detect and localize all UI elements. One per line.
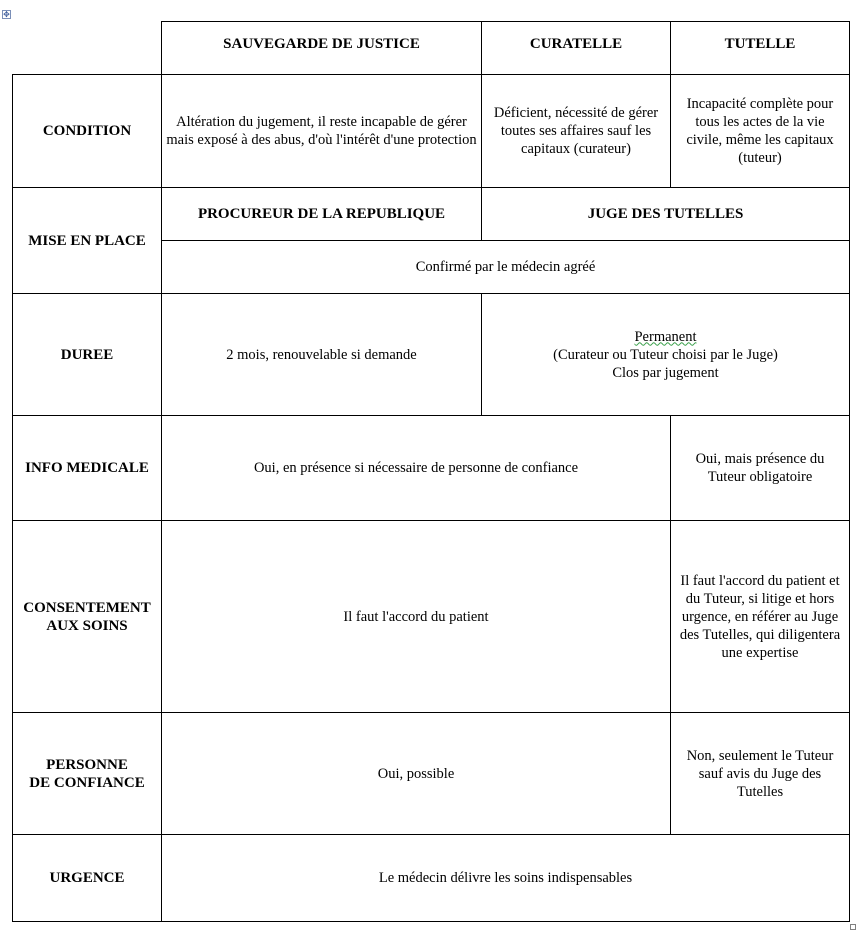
personne-label-line2: DE CONFIANCE (29, 774, 145, 791)
condition-tutelle: Incapacité complète pour tous les actes de la vie civile, même les capitaux (tuteur) (686, 96, 834, 166)
consentement-label-line2: AUX SOINS (46, 617, 128, 634)
personne-confiance-sauvegarde-curatelle: Oui, possible (377, 765, 455, 782)
duree-clos: Clos par jugement (612, 364, 719, 381)
row-label-info-medicale: INFO MEDICALE (25, 460, 149, 476)
table-resize-handle-icon[interactable] (850, 924, 856, 930)
mise-en-place-curatelle-tutelle: JUGE DES TUTELLES (587, 206, 744, 222)
row-label-condition: CONDITION (42, 123, 132, 139)
header-sauvegarde: SAUVEGARDE DE JUSTICE (223, 36, 420, 52)
header-tutelle: TUTELLE (724, 36, 796, 52)
row-label-consentement (13, 521, 161, 712)
condition-sauvegarde: Altération du jugement, il reste incapable de gérer mais exposé à des abus, d'où l'intérêt d'une protection (166, 114, 477, 148)
personne-confiance-tutelle: Non, seulement le Tuteur sauf avis du Juge des Tutelles (686, 747, 834, 800)
duree-curatelle-tutelle (482, 294, 849, 415)
header-curatelle: CURATELLE (529, 36, 623, 52)
duree-sauvegarde: 2 mois, renouvelable si demande (226, 346, 417, 363)
table-move-handle-icon[interactable]: ✥ (3, 9, 10, 19)
row-label-urgence: URGENCE (49, 870, 125, 886)
condition-curatelle: Déficient, nécessité de gérer toutes ses affaires sauf les capitaux (curateur) (493, 105, 659, 157)
consentement-sauvegarde-curatelle: Il faut l'accord du patient (343, 608, 489, 625)
consentement-tutelle: Il faut l'accord du patient et du Tuteur, si litige et hors urgence, en référer au Juge des Tutelles, qui diligentera une expertise (679, 572, 841, 661)
duree-permanent: Permanent (634, 328, 697, 345)
personne-label-line1: PERSONNE (46, 756, 128, 773)
info-medicale-tutelle: Oui, mais présence du Tuteur obligatoire (695, 451, 825, 485)
row-label-duree: DUREE (60, 346, 114, 363)
row-label-personne-confiance (13, 713, 161, 834)
mise-en-place-confirmation: Confirmé par le médecin agréé (415, 259, 596, 275)
info-medicale-sauvegarde-curatelle: Oui, en présence si nécessaire de personne de confiance (253, 460, 579, 476)
mise-en-place-sauvegarde: PROCUREUR DE LA REPUBLIQUE (197, 206, 446, 222)
urgence-all: Le médecin délivre les soins indispensables (378, 870, 633, 886)
duree-curateur-tuteur: (Curateur ou Tuteur choisi par le Juge) (553, 346, 778, 363)
consentement-label-line1: CONSENTEMENT (23, 599, 151, 616)
row-label-mise-en-place: MISE EN PLACE (28, 232, 146, 249)
